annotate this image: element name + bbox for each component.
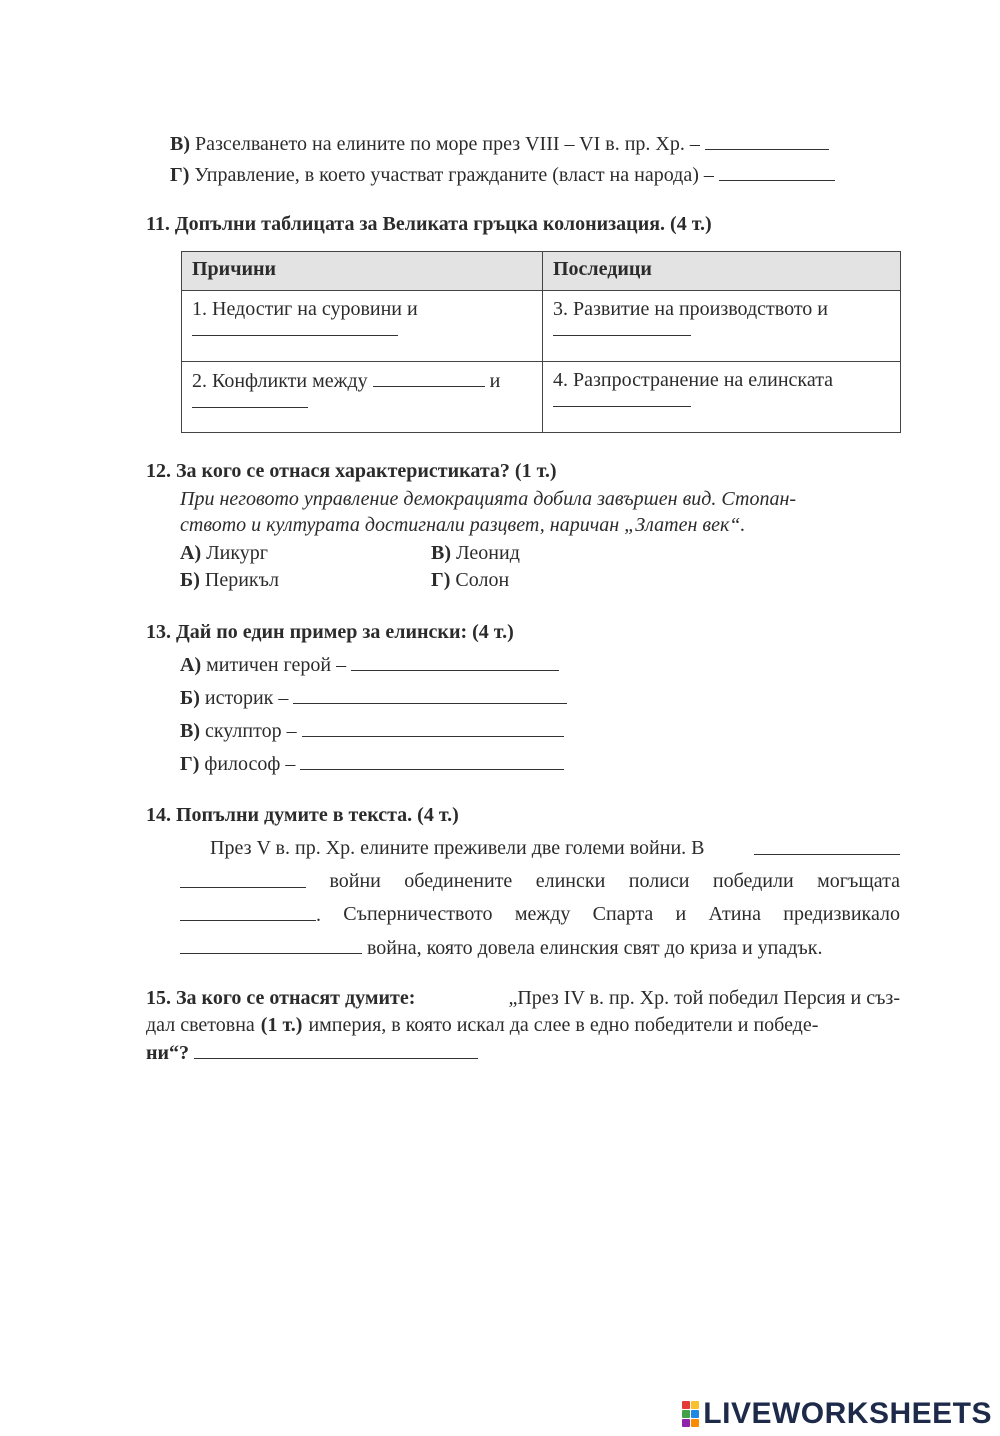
q15-line2-b: империя, в която искал да слее в едно победители и победе- bbox=[308, 1014, 819, 1036]
cell-consequence-4-blank[interactable] bbox=[553, 406, 691, 407]
cell-cause-2-blank-b[interactable] bbox=[192, 407, 308, 408]
q13-item-v-blank[interactable] bbox=[302, 718, 564, 737]
q13-item-v bbox=[180, 718, 564, 743]
cell-cause-1-blank[interactable] bbox=[192, 335, 398, 336]
cell-cause-1 bbox=[182, 291, 543, 362]
q13-title: 13. Дай по един пример за елински: (4 т.) bbox=[146, 621, 514, 643]
q14-line3-word: предизвикало bbox=[783, 903, 900, 925]
cell-consequence-4-text: 4. Разпространение на елинската bbox=[553, 369, 834, 391]
q12-option-b-text: Перикъл bbox=[204, 569, 279, 591]
q12-option-a-label: А) bbox=[180, 542, 202, 564]
cell-cause-1-text: 1. Недостиг на суровини и bbox=[192, 298, 418, 320]
q13-item-v-label: В) bbox=[180, 720, 200, 742]
q14-line2-word: елински bbox=[535, 870, 606, 892]
q10-g-text: Управление, в което участват гражданите (власт на народа) – bbox=[194, 164, 714, 186]
q14-line3 bbox=[180, 902, 900, 927]
q13-item-b-text: историк – bbox=[204, 687, 289, 709]
table-row bbox=[182, 362, 901, 433]
q12-option-b-label: Б) bbox=[180, 569, 200, 591]
cell-cause-2-blank-a[interactable] bbox=[373, 368, 485, 387]
q12-option-g[interactable] bbox=[431, 568, 509, 592]
q12-title: 12. За кого се отнася характеристиката? (1 т.) bbox=[146, 460, 557, 482]
q10-v-text: Разселването на елините по море през VIII – VI в. пр. Хр. – bbox=[195, 133, 700, 155]
logo-square bbox=[682, 1401, 690, 1409]
q12-option-v[interactable] bbox=[431, 541, 520, 565]
q10-g-label: Г) bbox=[170, 164, 190, 186]
q13-item-g-blank[interactable] bbox=[300, 751, 564, 770]
q12-quote-line2: ството и културата достигнали разцвет, наричан „Златен век“. bbox=[180, 514, 746, 536]
q15-points: (1 т.) bbox=[260, 1014, 303, 1036]
liveworksheets-logo-icon bbox=[682, 1401, 699, 1427]
q10-v-blank[interactable] bbox=[705, 131, 829, 150]
q14-line4-text: война, която довела елинския свят до криза и упадък. bbox=[367, 937, 823, 959]
q13-item-a-text: митичен герой – bbox=[206, 654, 347, 676]
q15-line1 bbox=[146, 986, 900, 1010]
cell-consequence-3-blank[interactable] bbox=[553, 335, 691, 336]
q12-option-v-text: Леонид bbox=[456, 542, 520, 564]
q10-item-g bbox=[170, 162, 835, 187]
q13-item-b bbox=[180, 685, 567, 710]
q13-item-a-label: А) bbox=[180, 654, 202, 676]
q15-line2-a: дал световна bbox=[146, 1014, 255, 1036]
q13-item-g-text: философ – bbox=[204, 753, 296, 775]
liveworksheets-logo-text: LIVEWORKSHEETS bbox=[703, 1397, 992, 1430]
q14-line3-word: Спарта bbox=[592, 903, 654, 925]
table-header-row bbox=[182, 252, 901, 291]
q13-item-g-label: Г) bbox=[180, 753, 200, 775]
colonization-table bbox=[181, 251, 901, 433]
q12-option-g-label: Г) bbox=[431, 569, 451, 591]
header-causes: Причини bbox=[182, 252, 543, 291]
q15-line3 bbox=[146, 1040, 478, 1065]
q14-line3-word: Атина bbox=[708, 903, 761, 925]
cell-consequence-3-text: 3. Развитие на производството и bbox=[553, 298, 828, 320]
q12-option-v-label: В) bbox=[431, 542, 451, 564]
q14-line3-word: и bbox=[675, 903, 687, 925]
q12-option-b[interactable] bbox=[180, 568, 279, 592]
q12-option-a[interactable] bbox=[180, 541, 268, 565]
q12-option-a-text: Ликург bbox=[206, 542, 269, 564]
q15-line2 bbox=[146, 1013, 900, 1037]
q15-line3-text: ни“? bbox=[146, 1042, 190, 1064]
q14-line3-dot: . bbox=[316, 904, 321, 926]
logo-square bbox=[682, 1419, 690, 1427]
cell-cause-2-and: и bbox=[489, 370, 501, 392]
q14-blank-2-group bbox=[180, 902, 321, 927]
q13-item-a bbox=[180, 652, 559, 677]
q14-blank-1b[interactable] bbox=[180, 869, 306, 888]
cell-cause-2 bbox=[182, 362, 543, 433]
q14-line1 bbox=[210, 836, 900, 860]
q12-quote-line1: При неговото управление демокрацията добила завършен вид. Стопан- bbox=[180, 488, 797, 510]
q14-blank-2[interactable] bbox=[180, 902, 316, 921]
logo-square bbox=[691, 1401, 699, 1409]
cell-cause-2-text: 2. Конфликти между bbox=[192, 370, 368, 392]
q13-item-g bbox=[180, 751, 564, 776]
header-consequences: Последици bbox=[543, 252, 901, 291]
q14-title: 14. Попълни думите в текста. (4 т.) bbox=[146, 804, 459, 826]
q15-blank[interactable] bbox=[194, 1040, 478, 1059]
q13-item-b-label: Б) bbox=[180, 687, 200, 709]
q14-line2-word: войни bbox=[329, 870, 381, 892]
logo-square bbox=[691, 1410, 699, 1418]
q15-title: 15. За кого се отнасят думите: bbox=[146, 987, 416, 1009]
q11-title: 11. Допълни таблицата за Великата гръцка колонизация. (4 т.) bbox=[146, 213, 712, 235]
q10-v-label: В) bbox=[170, 133, 190, 155]
q14-line2-word: полиси bbox=[628, 870, 690, 892]
q10-g-blank[interactable] bbox=[719, 162, 835, 181]
q14-line2-word: победили bbox=[712, 870, 794, 892]
q14-line1-text: През V в. пр. Хр. елините преживели две големи войни. В bbox=[210, 837, 705, 859]
q14-line3-word: Съперничеството bbox=[343, 903, 493, 925]
q14-line2-word: могъщата bbox=[817, 870, 900, 892]
q10-item-v bbox=[170, 131, 829, 156]
q13-item-b-blank[interactable] bbox=[293, 685, 567, 704]
q14-line3-word: между bbox=[514, 903, 571, 925]
q14-line2 bbox=[180, 869, 900, 893]
cell-consequence-4 bbox=[543, 362, 901, 433]
liveworksheets-logo bbox=[682, 1397, 992, 1431]
q13-item-a-blank[interactable] bbox=[351, 652, 559, 671]
logo-square bbox=[691, 1419, 699, 1427]
cell-consequence-3 bbox=[543, 291, 901, 362]
q14-line4 bbox=[180, 935, 822, 960]
q14-line2-word: обединените bbox=[404, 870, 513, 892]
q14-blank-3[interactable] bbox=[180, 935, 362, 954]
q13-item-v-text: скулптор – bbox=[205, 720, 297, 742]
logo-square bbox=[682, 1410, 690, 1418]
table-row bbox=[182, 291, 901, 362]
q15-line1-text: „През IV в. пр. Хр. той победил Персия и съз- bbox=[508, 987, 900, 1009]
q12-option-g-text: Солон bbox=[455, 569, 510, 591]
q14-blank-1a[interactable] bbox=[754, 836, 900, 855]
